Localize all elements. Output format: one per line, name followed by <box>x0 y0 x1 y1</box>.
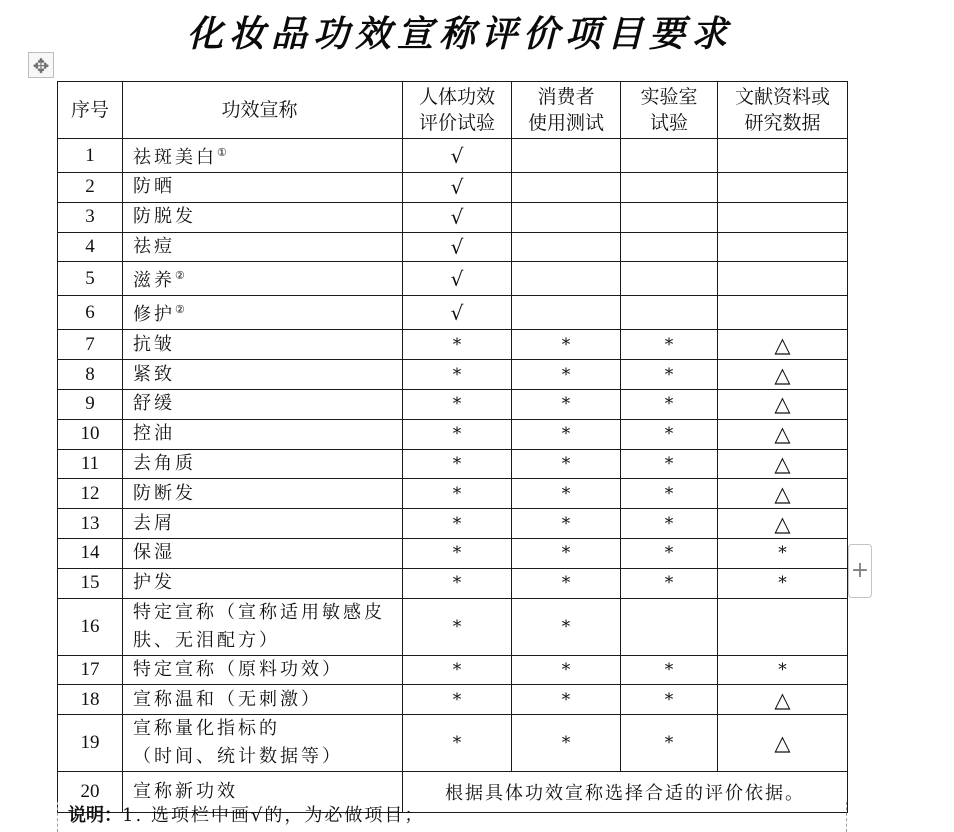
claim-cell <box>123 202 403 232</box>
claim-cell <box>123 262 403 296</box>
table-row <box>58 389 848 419</box>
document-title: 化妆品功效宣称评价项目要求 <box>186 13 733 55</box>
row-number: 6 <box>58 296 123 330</box>
consumer-test-mark <box>512 296 621 330</box>
human-test-mark: √ <box>403 262 512 296</box>
literature-mark: △ <box>718 449 848 479</box>
header-lab-line-2: 试验 <box>649 112 688 134</box>
claim-text: 控油 <box>133 423 175 445</box>
row-number: 8 <box>58 360 123 390</box>
header-human-line-2: 评价试验 <box>418 112 495 134</box>
row-number: 10 <box>58 419 123 449</box>
claim-cell <box>123 360 403 390</box>
lab-test-mark <box>621 139 718 173</box>
lab-test-mark <box>621 296 718 330</box>
claim-cell <box>123 715 403 772</box>
claim-cell <box>123 598 403 655</box>
claim-text: 防断发 <box>133 482 196 504</box>
claim-text: 紧致 <box>133 363 175 385</box>
claim-text-line-1: 宣称量化指标的 <box>133 718 280 740</box>
lab-test-mark <box>621 598 718 655</box>
lab-test-mark: * <box>621 330 718 360</box>
row-number: 2 <box>58 173 123 203</box>
claim-text: 特定宣称（原料功效） <box>133 658 343 680</box>
plus-icon[interactable]: + <box>848 544 872 598</box>
claim-text: 祛痘 <box>133 235 175 257</box>
row-number: 7 <box>58 330 123 360</box>
claim-text: 抗皱 <box>133 333 175 355</box>
table-row <box>58 202 848 232</box>
consumer-test-mark: * <box>512 509 621 539</box>
lab-test-mark <box>621 232 718 262</box>
literature-mark <box>718 139 848 173</box>
consumer-test-mark: * <box>512 715 621 772</box>
claim-cell <box>123 538 403 568</box>
lab-test-mark: * <box>621 655 718 685</box>
merged-evaluation-note: 根据具体功效宣称选择合适的评价依据。 <box>403 772 848 813</box>
literature-mark <box>718 202 848 232</box>
table-row <box>58 568 848 598</box>
lab-test-mark: * <box>621 568 718 598</box>
human-test-mark: * <box>403 685 512 715</box>
row-number: 16 <box>58 598 123 655</box>
claim-cell <box>123 509 403 539</box>
header-lab-test <box>621 82 718 139</box>
literature-mark: △ <box>718 360 848 390</box>
literature-mark <box>718 598 848 655</box>
claim-cell <box>123 389 403 419</box>
header-consumer-test <box>512 82 621 139</box>
claims-table <box>57 81 848 813</box>
header-human-test <box>403 82 512 139</box>
claim-text: 舒缓 <box>133 393 175 415</box>
claim-cell <box>123 296 403 330</box>
human-test-mark: * <box>403 655 512 685</box>
lab-test-mark: * <box>621 715 718 772</box>
claim-note: ② <box>175 269 185 283</box>
human-test-mark: * <box>403 479 512 509</box>
consumer-test-mark <box>512 232 621 262</box>
table-row <box>58 449 848 479</box>
claim-text-line-1: 特定宣称（宣称适用敏感皮 <box>133 601 385 623</box>
literature-mark <box>718 173 848 203</box>
claim-text: 去角质 <box>133 452 196 474</box>
literature-mark: △ <box>718 479 848 509</box>
row-number: 18 <box>58 685 123 715</box>
claim-text-line-2: 肤、无泪配方） <box>133 629 280 651</box>
claim-cell <box>123 568 403 598</box>
claim-text-line-2: （时间、统计数据等） <box>133 746 343 768</box>
header-consumer-line-1: 消费者 <box>537 86 595 108</box>
row-number: 17 <box>58 655 123 685</box>
consumer-test-mark <box>512 202 621 232</box>
row-number: 12 <box>58 479 123 509</box>
row-number: 11 <box>58 449 123 479</box>
literature-mark: △ <box>718 389 848 419</box>
table-row <box>58 232 848 262</box>
lab-test-mark <box>621 262 718 296</box>
header-lab-line-1: 实验室 <box>640 86 698 108</box>
literature-mark: * <box>718 538 848 568</box>
lab-test-mark: * <box>621 479 718 509</box>
human-test-mark: * <box>403 449 512 479</box>
header-human-line-1: 人体功效 <box>418 86 495 108</box>
claim-text: 祛斑美白 <box>133 147 217 168</box>
row-number: 19 <box>58 715 123 772</box>
row-number: 13 <box>58 509 123 539</box>
lab-test-mark: * <box>621 360 718 390</box>
claim-text: 宣称温和（无刺激） <box>133 688 322 710</box>
consumer-test-mark: * <box>512 655 621 685</box>
literature-mark: △ <box>718 330 848 360</box>
table-row <box>58 330 848 360</box>
header-lit-line-2: 研究数据 <box>744 112 821 134</box>
row-number: 20 <box>58 772 123 813</box>
claim-text: 防脱发 <box>133 206 196 228</box>
human-test-mark: * <box>403 419 512 449</box>
literature-mark: * <box>718 655 848 685</box>
claim-cell <box>123 139 403 173</box>
row-number: 4 <box>58 232 123 262</box>
literature-mark <box>718 296 848 330</box>
human-test-mark: √ <box>403 296 512 330</box>
literature-mark: △ <box>718 715 848 772</box>
header-no: 序号 <box>58 82 123 139</box>
move-arrows-icon[interactable]: ✥ <box>28 52 54 78</box>
literature-mark: △ <box>718 419 848 449</box>
lab-test-mark: * <box>621 389 718 419</box>
table-row <box>58 139 848 173</box>
claim-text: 防晒 <box>133 176 175 198</box>
human-test-mark: √ <box>403 202 512 232</box>
claim-text: 护发 <box>133 572 175 594</box>
lab-test-mark <box>621 202 718 232</box>
claim-note: ② <box>175 303 185 317</box>
table-row <box>58 538 848 568</box>
consumer-test-mark: * <box>512 389 621 419</box>
row-number: 3 <box>58 202 123 232</box>
header-literature <box>718 82 848 139</box>
table-row <box>58 479 848 509</box>
claim-cell <box>123 232 403 262</box>
lab-test-mark: * <box>621 685 718 715</box>
footnote-label: 说明： <box>68 805 122 826</box>
table-header-row <box>58 82 848 139</box>
consumer-test-mark: * <box>512 360 621 390</box>
consumer-test-mark: * <box>512 685 621 715</box>
claim-note: ① <box>217 146 227 159</box>
row-number: 15 <box>58 568 123 598</box>
claim-text: 保湿 <box>133 542 175 564</box>
lab-test-mark: * <box>621 538 718 568</box>
row-number: 9 <box>58 389 123 419</box>
claim-text: 滋养 <box>133 270 175 292</box>
table-row <box>58 173 848 203</box>
claim-cell <box>123 479 403 509</box>
human-test-mark: * <box>403 598 512 655</box>
consumer-test-mark: * <box>512 330 621 360</box>
row-number: 5 <box>58 262 123 296</box>
human-test-mark: * <box>403 568 512 598</box>
footnote <box>57 802 847 832</box>
table-row <box>58 655 848 685</box>
literature-mark: △ <box>718 509 848 539</box>
claim-text: 去屑 <box>133 512 175 534</box>
human-test-mark: √ <box>403 139 512 173</box>
claim-text: 修护 <box>133 304 175 326</box>
consumer-test-mark <box>512 139 621 173</box>
consumer-test-mark: * <box>512 568 621 598</box>
claim-text: 宣称新功效 <box>133 781 238 803</box>
consumer-test-mark: * <box>512 449 621 479</box>
literature-mark <box>718 262 848 296</box>
consumer-test-mark: * <box>512 598 621 655</box>
human-test-mark: * <box>403 538 512 568</box>
row-number: 14 <box>58 538 123 568</box>
table-row <box>58 598 848 655</box>
footnote-text: 1. 选项栏中画√的，为必做项目； <box>122 805 425 826</box>
header-claim: 功效宣称 <box>123 82 403 139</box>
table-row <box>58 360 848 390</box>
consumer-test-mark: * <box>512 419 621 449</box>
claim-cell <box>123 330 403 360</box>
lab-test-mark: * <box>621 449 718 479</box>
table-row <box>58 419 848 449</box>
consumer-test-mark: * <box>512 479 621 509</box>
claim-cell <box>123 685 403 715</box>
human-test-mark: * <box>403 360 512 390</box>
consumer-test-mark <box>512 173 621 203</box>
literature-mark: △ <box>718 685 848 715</box>
table-row <box>58 715 848 772</box>
consumer-test-mark <box>512 262 621 296</box>
table-row <box>58 296 848 330</box>
header-lit-line-1: 文献资料或 <box>734 86 830 108</box>
lab-test-mark: * <box>621 509 718 539</box>
table-row <box>58 262 848 296</box>
table-row <box>58 685 848 715</box>
human-test-mark: * <box>403 509 512 539</box>
human-test-mark: * <box>403 389 512 419</box>
row-number: 1 <box>58 139 123 173</box>
literature-mark: * <box>718 568 848 598</box>
human-test-mark: * <box>403 715 512 772</box>
literature-mark <box>718 232 848 262</box>
human-test-mark: √ <box>403 232 512 262</box>
header-consumer-line-2: 使用测试 <box>527 112 604 134</box>
lab-test-mark <box>621 173 718 203</box>
human-test-mark: * <box>403 330 512 360</box>
claim-cell <box>123 419 403 449</box>
claim-cell <box>123 173 403 203</box>
lab-test-mark: * <box>621 419 718 449</box>
claim-cell <box>123 449 403 479</box>
human-test-mark: √ <box>403 173 512 203</box>
claim-cell <box>123 655 403 685</box>
table-row <box>58 509 848 539</box>
consumer-test-mark: * <box>512 538 621 568</box>
